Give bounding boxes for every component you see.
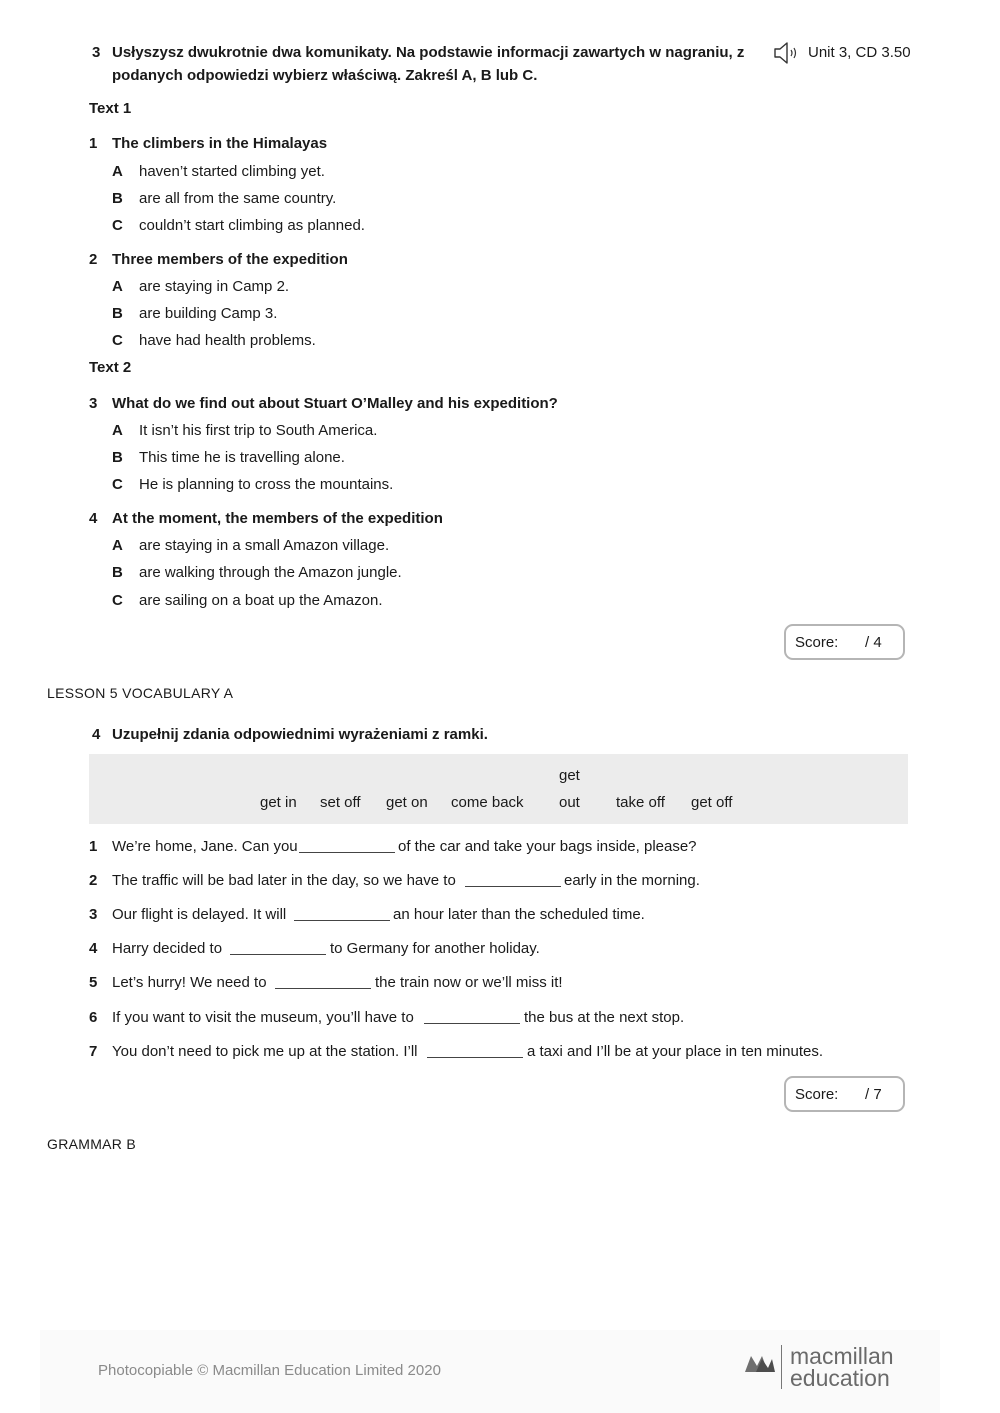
sentence-2-blank[interactable] bbox=[465, 886, 561, 887]
question-4-option-b-letter[interactable]: B bbox=[112, 564, 123, 581]
exercise-3-instruction-line1: Usłyszysz dwukrotnie dwa komunikaty. Na podstawie informacji zawartych w nagraniu, z bbox=[112, 44, 745, 61]
question-4-number: 4 bbox=[89, 510, 98, 527]
sentence-7-number: 7 bbox=[89, 1043, 98, 1060]
sentence-6-blank[interactable] bbox=[424, 1023, 520, 1024]
speaker-icon bbox=[772, 40, 802, 66]
word-bank-item: set off bbox=[320, 794, 361, 811]
grammar-b-section-label: GRAMMAR B bbox=[47, 1136, 137, 1152]
sentence-1-number: 1 bbox=[89, 838, 98, 855]
word-bank-box bbox=[89, 754, 908, 824]
question-2-option-a-text: are staying in Camp 2. bbox=[139, 278, 290, 295]
sentence-1-blank[interactable] bbox=[299, 852, 395, 853]
question-4-option-a-text: are staying in a small Amazon village. bbox=[139, 537, 390, 554]
sentence-3-after: an hour later than the scheduled time. bbox=[393, 906, 645, 923]
exercise-4-instruction: Uzupełnij zdania odpowiednimi wyrażeniami z ramki. bbox=[112, 726, 488, 743]
sentence-4-number: 4 bbox=[89, 940, 98, 957]
question-1-option-a-letter[interactable]: A bbox=[112, 163, 123, 180]
score-label: Score: bbox=[795, 634, 839, 651]
question-4-stem: At the moment, the members of the expedition bbox=[112, 510, 443, 527]
question-3-option-b-letter[interactable]: B bbox=[112, 449, 123, 466]
word-bank-item: out bbox=[559, 794, 580, 811]
sentence-2-after: early in the morning. bbox=[564, 872, 700, 889]
sentence-2-before: The traffic will be bad later in the day, so we have to bbox=[112, 872, 456, 889]
exercise-4-score-box bbox=[784, 1076, 905, 1112]
sentence-2-number: 2 bbox=[89, 872, 98, 889]
sentence-1-before: We’re home, Jane. Can you bbox=[112, 838, 298, 855]
question-2-option-c-text: have had health problems. bbox=[139, 332, 316, 349]
question-1-option-b-letter[interactable]: B bbox=[112, 190, 123, 207]
word-bank-item: take off bbox=[616, 794, 665, 811]
question-3-option-a-letter[interactable]: A bbox=[112, 422, 123, 439]
sentence-6-number: 6 bbox=[89, 1009, 98, 1026]
question-3-option-c-text: He is planning to cross the mountains. bbox=[139, 476, 394, 493]
lesson-5-section-label: LESSON 5 VOCABULARY A bbox=[47, 685, 234, 701]
question-1-number: 1 bbox=[89, 135, 98, 152]
score-label: Score: bbox=[795, 1086, 839, 1103]
question-1-option-c-letter[interactable]: C bbox=[112, 217, 123, 234]
exercise-3-number: 3 bbox=[92, 44, 101, 61]
logo-wordmark bbox=[790, 1345, 894, 1389]
question-3-option-c-letter[interactable]: C bbox=[112, 476, 123, 493]
logo-divider bbox=[781, 1345, 782, 1389]
text-1-label: Text 1 bbox=[89, 100, 132, 117]
word-bank-item: get off bbox=[691, 794, 733, 811]
logo-line-2: education bbox=[790, 1365, 890, 1391]
question-3-stem: What do we find out about Stuart O’Malley and his expedition? bbox=[112, 395, 558, 412]
question-2-stem: Three members of the expedition bbox=[112, 251, 348, 268]
sentence-4-before: Harry decided to bbox=[112, 940, 223, 957]
question-1-option-b-text: are all from the same country. bbox=[139, 190, 337, 207]
sentence-6-before: If you want to visit the museum, you’ll have to bbox=[112, 1009, 414, 1026]
question-2-option-c-letter[interactable]: C bbox=[112, 332, 123, 349]
sentence-5-before: Let’s hurry! We need to bbox=[112, 974, 267, 991]
exercise-4-number: 4 bbox=[92, 726, 101, 743]
question-2-option-b-letter[interactable]: B bbox=[112, 305, 123, 322]
sentence-4-after: to Germany for another holiday. bbox=[330, 940, 540, 957]
question-2-option-b-text: are building Camp 3. bbox=[139, 305, 278, 322]
sentence-5-number: 5 bbox=[89, 974, 98, 991]
sentence-3-number: 3 bbox=[89, 906, 98, 923]
question-4-option-a-letter[interactable]: A bbox=[112, 537, 123, 554]
sentence-4-blank[interactable] bbox=[230, 954, 326, 955]
score-max: / 4 bbox=[865, 634, 882, 651]
question-4-option-b-text: are walking through the Amazon jungle. bbox=[139, 564, 402, 581]
logo-line-1: macmillan bbox=[790, 1343, 894, 1369]
exercise-3-instruction-line2: podanych odpowiedzi wybierz właściwą. Zakreśl A, B lub C. bbox=[112, 67, 538, 84]
word-bank-item: get on bbox=[386, 794, 428, 811]
audio-reference: Unit 3, CD 3.50 bbox=[808, 44, 911, 61]
sentence-7-blank[interactable] bbox=[427, 1057, 523, 1058]
sentence-6-after: the bus at the next stop. bbox=[524, 1009, 685, 1026]
text-2-label: Text 2 bbox=[89, 359, 132, 376]
sentence-3-before: Our flight is delayed. It will bbox=[112, 906, 287, 923]
sentence-5-blank[interactable] bbox=[275, 988, 371, 989]
macmillan-logo-icon bbox=[744, 1350, 776, 1374]
word-bank-item: come back bbox=[451, 794, 524, 811]
question-1-option-a-text: haven’t started climbing yet. bbox=[139, 163, 325, 180]
word-bank-item: get in bbox=[260, 794, 297, 811]
copyright-notice: Photocopiable © Macmillan Education Limited 2020 bbox=[98, 1362, 441, 1379]
word-bank-item: get bbox=[559, 767, 580, 784]
question-4-option-c-letter[interactable]: C bbox=[112, 592, 123, 609]
exercise-3-score-box bbox=[784, 624, 905, 660]
question-3-option-a-text: It isn’t his first trip to South America. bbox=[139, 422, 378, 439]
question-2-option-a-letter[interactable]: A bbox=[112, 278, 123, 295]
sentence-5-after: the train now or we’ll miss it! bbox=[375, 974, 563, 991]
sentence-7-after: a taxi and I’ll be at your place in ten minutes. bbox=[527, 1043, 824, 1060]
question-1-option-c-text: couldn’t start climbing as planned. bbox=[139, 217, 365, 234]
question-2-number: 2 bbox=[89, 251, 98, 268]
question-3-option-b-text: This time he is travelling alone. bbox=[139, 449, 345, 466]
question-1-stem: The climbers in the Himalayas bbox=[112, 135, 328, 152]
question-4-option-c-text: are sailing on a boat up the Amazon. bbox=[139, 592, 383, 609]
score-max: / 7 bbox=[865, 1086, 882, 1103]
sentence-1-after: of the car and take your bags inside, please? bbox=[398, 838, 697, 855]
sentence-3-blank[interactable] bbox=[294, 920, 390, 921]
sentence-7-before: You don’t need to pick me up at the station. I’ll bbox=[112, 1043, 418, 1060]
question-3-number: 3 bbox=[89, 395, 98, 412]
